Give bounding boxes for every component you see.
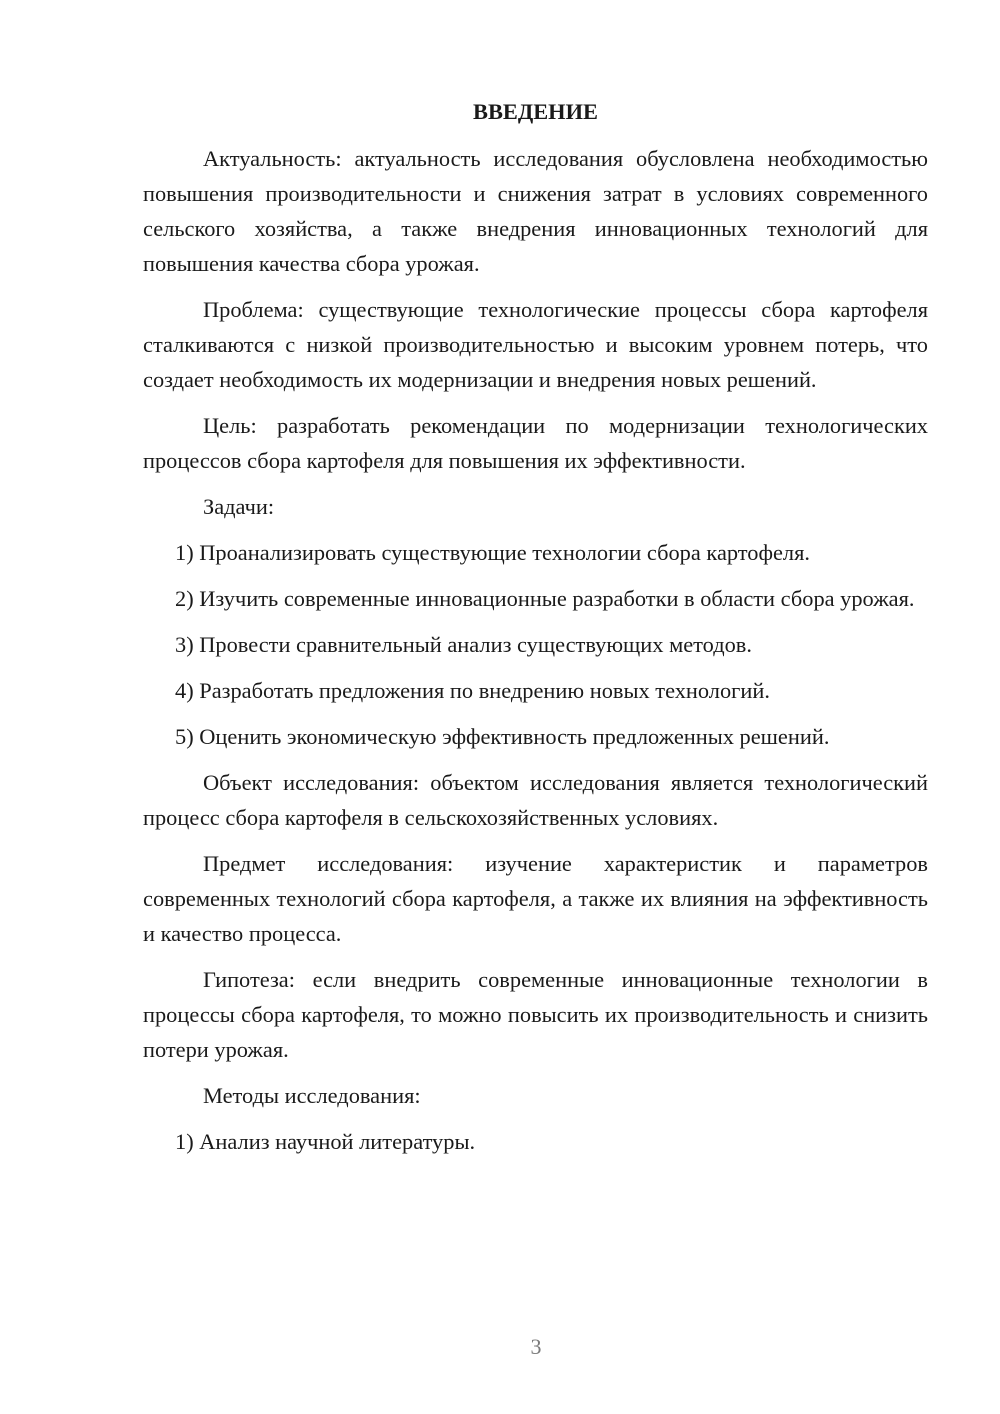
paragraph-subject: Предмет исследования: изучение характеристик и параметров современных технологий сбора картофеля, а также их влияния на эффективность и качество процесса. bbox=[143, 851, 928, 946]
method-item: 1) Анализ научной литературы. bbox=[175, 1129, 476, 1154]
task-item: 3) Провести сравнительный анализ существующих методов. bbox=[175, 632, 752, 657]
paragraph-relevance: Актуальность: актуальность исследования обусловлена необходимостью повышения производительности и снижения затрат в условиях современного сельского хозяйства, а также внедрения инновационных технологий для повышения качества сбора урожая. bbox=[143, 146, 928, 276]
task-item: 1) Проанализировать существующие технологии сбора картофеля. bbox=[175, 540, 810, 565]
paragraph-object: Объект исследования: объектом исследования является технологический процесс сбора картофеля в сельскохозяйственных условиях. bbox=[143, 770, 928, 830]
page-number: 3 bbox=[530, 1334, 542, 1359]
document-body bbox=[143, 94, 928, 1170]
task-item: 4) Разработать предложения по внедрению новых технологий. bbox=[175, 678, 770, 703]
paragraph-hypothesis: Гипотеза: если внедрить современные инновационные технологии в процессы сбора картофеля, то можно повысить их производительность и снизить потери урожая. bbox=[143, 967, 928, 1062]
task-item: 5) Оценить экономическую эффективность предложенных решений. bbox=[175, 724, 830, 749]
paragraph-problem: Проблема: существующие технологические процессы сбора картофеля сталкиваются с низкой производительностью и высоким уровнем потерь, что создает необходимость их модернизации и внедрения новых решений. bbox=[143, 297, 928, 392]
task-item: 2) Изучить современные инновационные разработки в области сбора урожая. bbox=[175, 586, 915, 611]
paragraph-goal: Цель: разработать рекомендации по модернизации технологических процессов сбора картофеля для повышения их эффективности. bbox=[143, 413, 928, 473]
section-title: ВВЕДЕНИЕ bbox=[473, 99, 598, 124]
paragraph-methods-heading: Методы исследования: bbox=[203, 1083, 421, 1108]
paragraph-tasks-heading: Задачи: bbox=[203, 494, 275, 519]
